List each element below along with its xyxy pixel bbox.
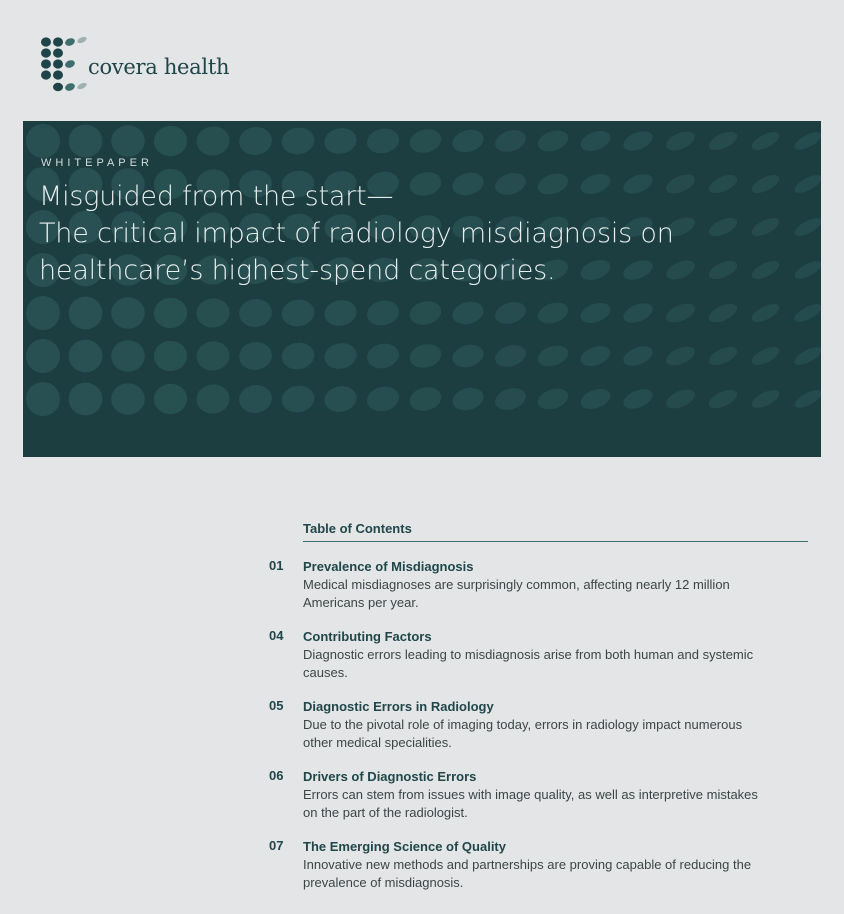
pattern-dot — [365, 341, 402, 372]
pattern-dot — [749, 386, 782, 411]
pattern-dot — [195, 383, 231, 416]
pattern-dot — [195, 340, 231, 373]
page-title — [39, 178, 779, 289]
pattern-dot — [280, 125, 317, 157]
toc-entry-description: Diagnostic errors leading to misdiagnosis arise from both human and systemic causes. — [303, 647, 754, 680]
toc-entry[interactable] — [266, 768, 808, 822]
pattern-dot — [578, 127, 613, 155]
toc-page-number: 06 — [269, 768, 284, 783]
pattern-dot — [68, 382, 103, 416]
toc-entry-description: Medical misdiagnoses are surprisingly common, affecting nearly 12 million Americans per year. — [303, 577, 730, 610]
pattern-dot — [153, 340, 189, 373]
pattern-dot — [68, 124, 103, 158]
pattern-dot — [153, 125, 189, 158]
toc-entry-title: Drivers of Diagnostic Errors — [303, 769, 477, 784]
pattern-dot — [322, 383, 359, 414]
pattern-dot — [280, 340, 317, 372]
table-of-contents — [266, 521, 808, 892]
pattern-dot — [749, 128, 782, 153]
pattern-dot — [450, 341, 486, 371]
toc-page-number: 04 — [269, 628, 284, 643]
toc-entry-description: Errors can stem from issues with image quality, as well as interpretive mistakes on the part of the radiologist. — [303, 787, 758, 820]
brand-name: covera health — [88, 55, 230, 79]
pattern-dot — [68, 296, 103, 330]
pattern-dot — [237, 125, 273, 157]
pattern-dot — [706, 343, 740, 369]
pattern-dot — [280, 297, 317, 329]
pattern-dot — [26, 382, 60, 416]
pattern-dot — [578, 299, 613, 327]
pattern-dot — [621, 127, 656, 154]
toc-entry[interactable] — [266, 628, 808, 682]
pattern-dot — [792, 301, 821, 326]
pattern-dot — [322, 340, 359, 371]
pattern-dot — [706, 128, 740, 154]
pattern-dot — [26, 124, 60, 158]
pattern-dot — [365, 126, 402, 157]
title-line: Misguided from the start— — [39, 181, 394, 212]
pattern-dot — [450, 384, 486, 414]
toc-entry-title: Prevalence of Misdiagnosis — [303, 559, 474, 574]
toc-entry[interactable] — [266, 838, 808, 892]
pattern-dot — [68, 339, 103, 373]
toc-heading: Table of Contents — [303, 521, 808, 542]
pattern-dot — [407, 298, 444, 328]
pattern-dot — [450, 298, 486, 328]
pattern-dot — [492, 385, 528, 414]
toc-page-number: 01 — [269, 558, 284, 573]
pattern-dot — [450, 126, 486, 156]
pattern-dot — [749, 343, 782, 368]
toc-entry-title: The Emerging Science of Quality — [303, 839, 506, 854]
pattern-dot — [153, 383, 189, 416]
dot-pattern-background — [23, 121, 821, 457]
pattern-dot — [492, 299, 528, 328]
pattern-dot — [535, 385, 571, 413]
pattern-dot — [663, 128, 697, 155]
pattern-dot — [365, 298, 402, 329]
pattern-dot — [792, 129, 821, 154]
pattern-dot — [663, 300, 697, 327]
pattern-dot — [621, 342, 656, 369]
toc-page-number: 07 — [269, 838, 284, 853]
pattern-dot — [792, 215, 821, 240]
pattern-dot — [110, 124, 145, 157]
pattern-dot — [792, 258, 821, 283]
pattern-dot — [365, 384, 402, 415]
pattern-dot — [621, 299, 656, 326]
title-line: healthcare’s highest-spend categories. — [39, 255, 556, 286]
pattern-dot — [621, 385, 656, 412]
toc-entry[interactable] — [266, 698, 808, 752]
pattern-dot — [237, 383, 273, 415]
pattern-dot — [322, 125, 359, 156]
pattern-dot — [492, 127, 528, 156]
title-line: The critical impact of radiology misdiagnosis on — [39, 218, 674, 249]
pattern-dot — [195, 297, 231, 330]
toc-entry-description: Innovative new methods and partnerships are proving capable of reducing the prevalence of misdiagnosis. — [303, 857, 752, 890]
pattern-dot — [663, 343, 697, 370]
pattern-dot — [110, 382, 145, 415]
pattern-dot — [792, 172, 821, 197]
pattern-dot — [110, 296, 145, 329]
pattern-dot — [706, 386, 740, 412]
pattern-dot — [535, 299, 571, 327]
pattern-dot — [578, 342, 613, 370]
hero-banner — [23, 121, 821, 457]
pattern-dot — [153, 297, 189, 330]
toc-entry[interactable] — [266, 558, 808, 612]
eyebrow-label: WHITEPAPER — [41, 157, 153, 169]
pattern-dot — [110, 339, 145, 372]
toc-entry-title: Contributing Factors — [303, 629, 432, 644]
pattern-dot — [535, 127, 571, 155]
pattern-dot — [407, 126, 444, 156]
logo-dots-icon — [38, 34, 94, 98]
pattern-dot — [237, 340, 273, 372]
pattern-dot — [792, 387, 821, 412]
toc-entry-title: Diagnostic Errors in Radiology — [303, 699, 494, 714]
toc-page-number: 05 — [269, 698, 284, 713]
pattern-dot — [663, 386, 697, 413]
pattern-dot — [26, 296, 60, 330]
pattern-dot — [492, 342, 528, 371]
pattern-dot — [706, 300, 740, 326]
pattern-dot — [322, 297, 359, 328]
pattern-dot — [535, 342, 571, 370]
pattern-dot — [407, 384, 444, 414]
pattern-dot — [280, 383, 317, 415]
pattern-dot — [792, 344, 821, 369]
covera-health-logo — [38, 34, 229, 98]
pattern-dot — [195, 125, 231, 158]
pattern-dot — [237, 297, 273, 329]
toc-entry-description: Due to the pivotal role of imaging today, errors in radiology impact numerous other medical specialities. — [303, 717, 743, 750]
pattern-dot — [749, 300, 782, 325]
pattern-dot — [26, 339, 60, 373]
pattern-dot — [578, 385, 613, 413]
pattern-dot — [407, 341, 444, 371]
